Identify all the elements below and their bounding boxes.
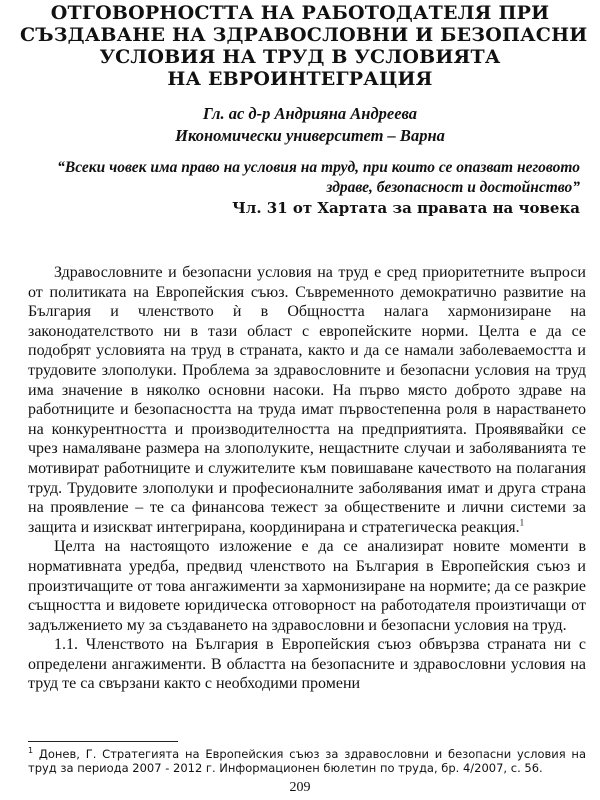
- author-block: [60, 103, 560, 147]
- epigraph-quote: “Всеки човек има право на условия на труд, при които се опазват неговото здраве, безопасност и достойнство”: [57, 159, 580, 196]
- epigraph: [48, 158, 580, 218]
- paragraph-3: 1.1. Членството на България в Европейския съюз обвързва страната ни с определени ангажименти. В областта на безопасните и здравословни условия на труд те са свързани както с необходими промени: [28, 636, 586, 693]
- epigraph-source: Чл. 31 от Хартата за правата на човека: [232, 199, 580, 217]
- footnote-text: Донев, Г. Стратегията на Европейския съюз за здравословни и безопасни условия на труд за периода 2007 - 2012 г. Информационен бюлетин по труда, бр. 4/2007, с. 56.: [28, 747, 587, 775]
- paragraph-1: [28, 263, 586, 537]
- page-number: 209: [289, 780, 311, 795]
- footnote-reference[interactable]: 1: [519, 517, 525, 528]
- title-line-3: УСЛОВИЯ НА ТРУД В УСЛОВИЯТА: [99, 46, 501, 68]
- footnote-divider: [28, 741, 178, 742]
- article-body: [28, 263, 586, 694]
- article-title: [20, 2, 588, 90]
- paragraph-1-text: Здравословните и безопасни условия на труд е сред приоритетните въпроси от политиката на Европейския съюз. Съвременното демократично развитие на България и членството ѝ в Общността налага хармонизиране на законодателството ни в тази област с европейските норми. Целта е да се подобрят условията на труд в страната, както и да се намали заболеваемостта и трудовите злополуки. Проблема за здравословните и безопасни условия на труд има значение в няколко основни насоки. На първо място доброто здраве на работниците и безопасността на труда имат първостепенна роля в нарастването на конкурентността и производителността на предприятията. Проявявайки се чрез намаляване размера на злополуките, нещастните случаи и заболяванията те мотивират работниците и служителите към повишаване качеството на полагания труд. Трудовите злополуки и професионалните заболявания имат и друга страна на проявление – те са финансова тежест за обществените и лични системи за защита и изискват интегрирана, координирана и стратегическа реакция.: [28, 264, 586, 536]
- paragraph-2: Целта на настоящото изложение е да се анализират новите моменти в нормативната уредба, предвид членството на България в Европейския съюз и произтичащите от това ангажименти за хармонизиране на нормите; да се разкрие същността и видовете юридическа отговорност на работодателя произтичащи от задължението му за създаването на здравословни и безопасни условия на труд.: [28, 538, 586, 634]
- footnote: [28, 747, 586, 775]
- author-affiliation: Икономически университет – Варна: [175, 126, 445, 145]
- author-name: Гл. ас д-р Андрияна Андреева: [202, 104, 418, 123]
- footnote-mark: 1: [28, 746, 34, 756]
- title-line-2: СЪЗДАВАНЕ НА ЗДРАВОСЛОВНИ И БЕЗОПАСНИ: [20, 24, 588, 46]
- title-line-1: ОТГОВОРНОСТТА НА РАБОТОДАТЕЛЯ ПРИ: [50, 2, 550, 24]
- title-line-4: НА ЕВРОИНТЕГРАЦИЯ: [167, 68, 433, 90]
